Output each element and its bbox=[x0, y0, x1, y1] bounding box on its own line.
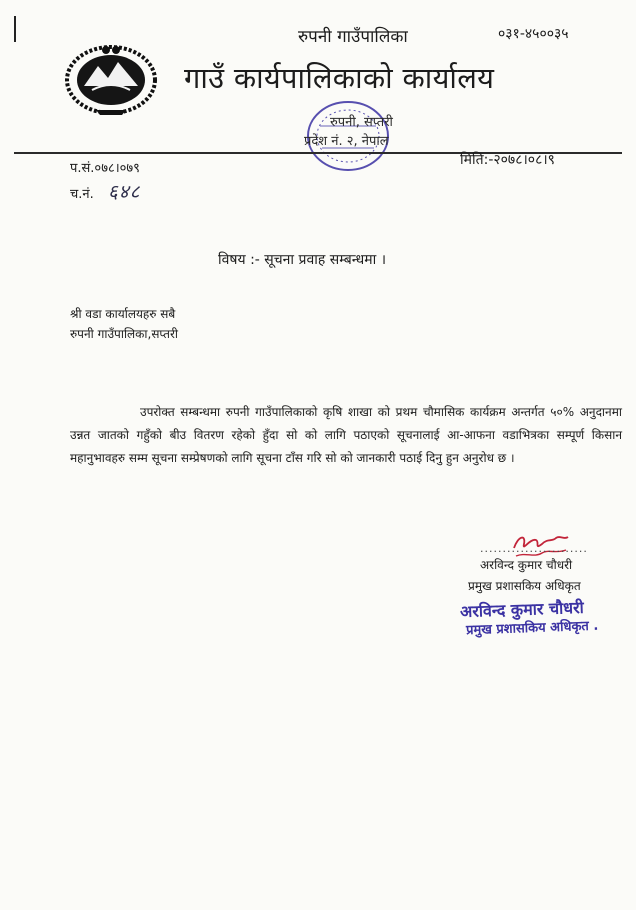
signatory-title: प्रमुख प्रशासकिय अधिकृत bbox=[468, 579, 581, 593]
address-line-2: प्रदेश नं. २, नेपाल bbox=[304, 134, 389, 149]
letter-date: मिति:-२०७८।०८।९ bbox=[460, 152, 555, 168]
dispatch-number-handwritten: ६४८ bbox=[107, 181, 141, 203]
addressee-line-1: श्री वडा कार्यालयहरु सबै bbox=[70, 307, 176, 321]
municipality-name: रुपनी गाउँपालिका bbox=[298, 27, 408, 47]
subject-line: विषय :- सूचना प्रवाह सम्बन्धमा । bbox=[218, 252, 387, 268]
phone-number: ०३१-४५००३५ bbox=[498, 26, 569, 42]
addressee-line-2: रुपनी गाउँपालिका,सप्तरी bbox=[70, 327, 178, 341]
seal-name-stamp: अरविन्द कुमार चौधरी bbox=[459, 597, 585, 622]
signatory-name: अरविन्द कुमार चौधरी bbox=[480, 558, 573, 572]
government-emblem-icon bbox=[62, 40, 160, 116]
letter-body: उपरोक्त सम्बन्धमा रुपनी गाउँपालिकाको कृषि शाखा को प्रथम चौमासिक कार्यक्रम अन्तर्गत ५०% अनुदानमा उन्नत जातको गहुँको बीउ वितरण रहेको हुँदा सो को लागि पठाएको सूचनालाई आ-आफना वडाभित्रका सम्पूर्ण किसान महानुभावहरु सम्म सूचना सम्प्रेषणको लागि सूचना टाँस गरि सो को जानकारी पठाई दिनु हुन अनुरोध छ । bbox=[70, 405, 622, 465]
dispatch-number-row bbox=[70, 178, 141, 204]
office-title: गाउँ कार्यपालिकाको कार्यालय bbox=[184, 61, 495, 95]
margin-mark bbox=[14, 16, 16, 42]
reference-number: प.सं.०७८।०७९ bbox=[70, 161, 140, 176]
address-line-1: रुपनी, सप्तरी bbox=[330, 115, 393, 130]
signature-line: ........................ bbox=[480, 542, 588, 555]
seal-title-stamp: प्रमुख प्रशासकिय अधिकृत . bbox=[465, 618, 599, 639]
dispatch-label: च.नं. bbox=[70, 187, 94, 202]
